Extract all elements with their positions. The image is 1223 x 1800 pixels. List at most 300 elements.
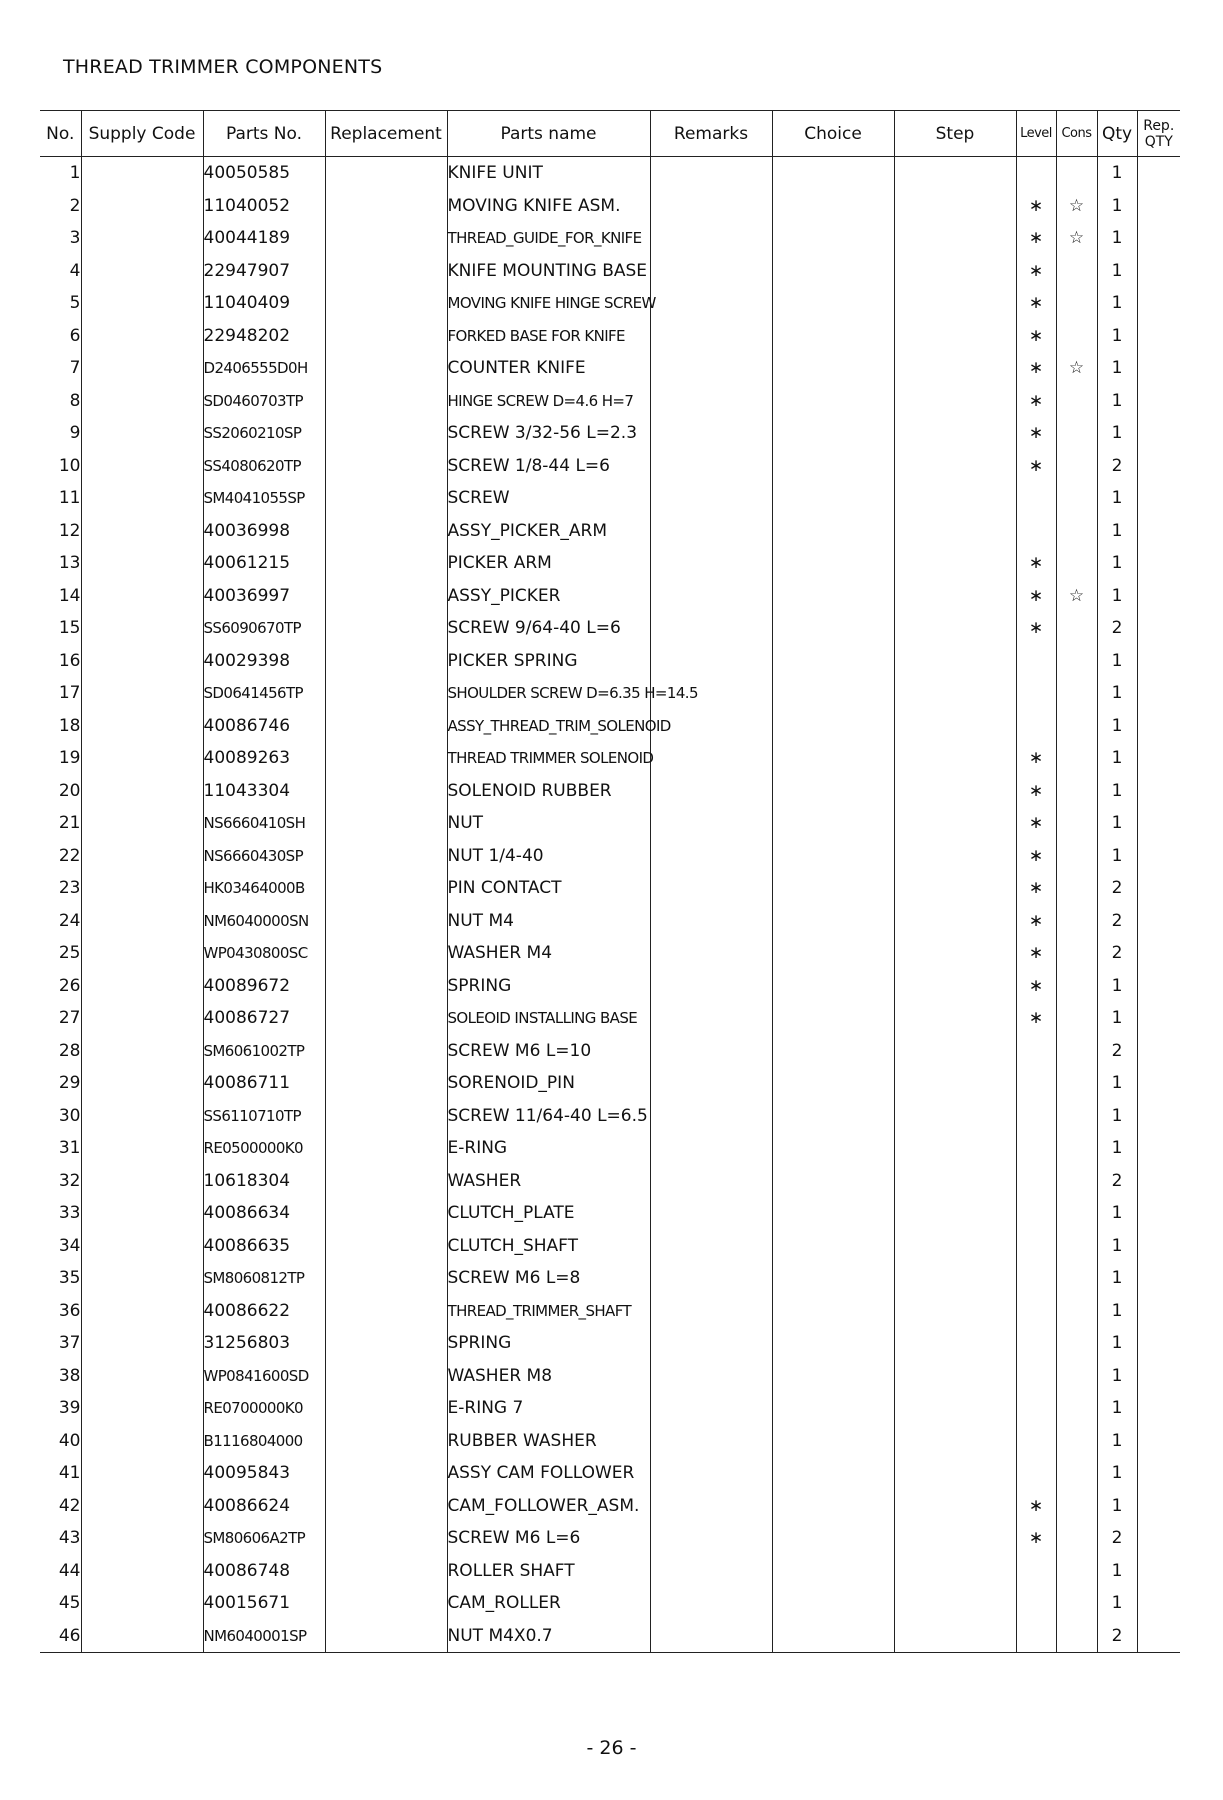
cell-no: 17 xyxy=(40,677,81,710)
cell-step xyxy=(894,417,1016,450)
cell-parts-name: RUBBER WASHER xyxy=(447,1425,650,1458)
cell-parts-no: 31256803 xyxy=(203,1327,325,1360)
table-row xyxy=(40,937,1180,970)
cell-rep-qty xyxy=(1137,580,1180,613)
cell-parts-no: SM6061002TP xyxy=(203,1035,325,1068)
cell-choice xyxy=(772,1490,894,1523)
cell-no: 6 xyxy=(40,320,81,353)
cell-parts-name: WASHER M8 xyxy=(447,1360,650,1393)
cell-supply-code xyxy=(81,1555,203,1588)
table-row xyxy=(40,255,1180,288)
cell-supply-code xyxy=(81,1360,203,1393)
cell-step xyxy=(894,1522,1016,1555)
cell-rep-qty xyxy=(1137,1457,1180,1490)
cell-parts-name: KNIFE MOUNTING BASE xyxy=(447,255,650,288)
cell-qty: 1 xyxy=(1097,157,1137,190)
table-row xyxy=(40,1100,1180,1133)
cell-no: 11 xyxy=(40,482,81,515)
cell-replacement xyxy=(325,1295,447,1328)
table-row xyxy=(40,222,1180,255)
cell-remarks xyxy=(650,1425,772,1458)
cell-choice xyxy=(772,710,894,743)
cell-qty: 1 xyxy=(1097,1230,1137,1263)
cell-choice xyxy=(772,872,894,905)
cell-remarks xyxy=(650,222,772,255)
cell-remarks xyxy=(650,515,772,548)
cell-parts-name: SHOULDER SCREW D=6.35 H=14.5 xyxy=(447,677,650,710)
cell-level xyxy=(1016,1197,1056,1230)
cell-supply-code xyxy=(81,190,203,223)
cell-remarks xyxy=(650,1067,772,1100)
cell-cons xyxy=(1056,1457,1097,1490)
cell-no: 30 xyxy=(40,1100,81,1133)
cell-parts-no: 10618304 xyxy=(203,1165,325,1198)
cell-no: 36 xyxy=(40,1295,81,1328)
cell-choice xyxy=(772,742,894,775)
cell-no: 10 xyxy=(40,450,81,483)
cell-replacement xyxy=(325,1490,447,1523)
cell-no: 38 xyxy=(40,1360,81,1393)
cell-step xyxy=(894,1002,1016,1035)
cell-replacement xyxy=(325,1620,447,1653)
cell-step xyxy=(894,645,1016,678)
cell-no: 2 xyxy=(40,190,81,223)
cell-no: 1 xyxy=(40,157,81,190)
cell-parts-name: SPRING xyxy=(447,970,650,1003)
cell-no: 26 xyxy=(40,970,81,1003)
cell-parts-no: NM6040001SP xyxy=(203,1620,325,1653)
cell-remarks xyxy=(650,612,772,645)
cell-step xyxy=(894,1555,1016,1588)
cell-parts-no: RE0500000K0 xyxy=(203,1132,325,1165)
cell-remarks xyxy=(650,482,772,515)
cell-parts-no: 40086711 xyxy=(203,1067,325,1100)
cell-level xyxy=(1016,1100,1056,1133)
cell-no: 29 xyxy=(40,1067,81,1100)
cell-level xyxy=(1016,157,1056,190)
cell-no: 46 xyxy=(40,1620,81,1653)
cell-level: ∗ xyxy=(1016,417,1056,450)
cell-no: 15 xyxy=(40,612,81,645)
cell-qty: 1 xyxy=(1097,1587,1137,1620)
cell-parts-no: 40044189 xyxy=(203,222,325,255)
cell-parts-no: 40086624 xyxy=(203,1490,325,1523)
cell-no: 18 xyxy=(40,710,81,743)
cell-replacement xyxy=(325,742,447,775)
cell-no: 3 xyxy=(40,222,81,255)
cell-choice xyxy=(772,385,894,418)
cell-step xyxy=(894,320,1016,353)
cell-rep-qty xyxy=(1137,1230,1180,1263)
cell-level: ∗ xyxy=(1016,807,1056,840)
cell-no: 21 xyxy=(40,807,81,840)
cell-parts-no: SM80606A2TP xyxy=(203,1522,325,1555)
cell-parts-no: WP0841600SD xyxy=(203,1360,325,1393)
cell-qty: 1 xyxy=(1097,1392,1137,1425)
cell-no: 31 xyxy=(40,1132,81,1165)
cell-cons xyxy=(1056,1132,1097,1165)
cell-remarks xyxy=(650,1262,772,1295)
cell-rep-qty xyxy=(1137,1165,1180,1198)
cell-supply-code xyxy=(81,840,203,873)
cell-step xyxy=(894,1620,1016,1653)
cell-parts-name: SCREW 3/32-56 L=2.3 xyxy=(447,417,650,450)
cell-cons xyxy=(1056,872,1097,905)
cell-rep-qty xyxy=(1137,222,1180,255)
cell-remarks xyxy=(650,255,772,288)
cell-rep-qty xyxy=(1137,1360,1180,1393)
cell-remarks xyxy=(650,1555,772,1588)
cell-cons xyxy=(1056,157,1097,190)
cell-level: ∗ xyxy=(1016,1490,1056,1523)
cell-choice xyxy=(772,1197,894,1230)
cell-qty: 1 xyxy=(1097,1327,1137,1360)
cell-remarks xyxy=(650,352,772,385)
cell-step xyxy=(894,287,1016,320)
cell-cons xyxy=(1056,1230,1097,1263)
cell-parts-no: SD0641456TP xyxy=(203,677,325,710)
cell-remarks xyxy=(650,1392,772,1425)
cell-step xyxy=(894,1425,1016,1458)
cell-rep-qty xyxy=(1137,677,1180,710)
cell-choice xyxy=(772,287,894,320)
cell-cons xyxy=(1056,1522,1097,1555)
cell-parts-no: SS4080620TP xyxy=(203,450,325,483)
cell-supply-code xyxy=(81,775,203,808)
cell-no: 33 xyxy=(40,1197,81,1230)
cell-choice xyxy=(772,1002,894,1035)
cell-cons xyxy=(1056,1555,1097,1588)
cell-replacement xyxy=(325,287,447,320)
table-row xyxy=(40,1165,1180,1198)
cell-rep-qty xyxy=(1137,287,1180,320)
cell-supply-code xyxy=(81,1067,203,1100)
cell-remarks xyxy=(650,970,772,1003)
cell-remarks xyxy=(650,1165,772,1198)
cell-parts-name: SCREW M6 L=10 xyxy=(447,1035,650,1068)
cell-rep-qty xyxy=(1137,547,1180,580)
cell-cons xyxy=(1056,450,1097,483)
cell-no: 37 xyxy=(40,1327,81,1360)
cell-choice xyxy=(772,255,894,288)
cell-replacement xyxy=(325,1100,447,1133)
cell-qty: 1 xyxy=(1097,742,1137,775)
cell-replacement xyxy=(325,970,447,1003)
table-row xyxy=(40,1132,1180,1165)
cell-replacement xyxy=(325,1262,447,1295)
cell-qty: 1 xyxy=(1097,970,1137,1003)
cell-parts-name: SCREW M6 L=8 xyxy=(447,1262,650,1295)
table-row xyxy=(40,742,1180,775)
page-title: THREAD TRIMMER COMPONENTS xyxy=(63,56,383,78)
cell-step xyxy=(894,482,1016,515)
cell-step xyxy=(894,1360,1016,1393)
cell-choice xyxy=(772,905,894,938)
table-row xyxy=(40,1425,1180,1458)
table-row xyxy=(40,190,1180,223)
cell-choice xyxy=(772,1522,894,1555)
cell-parts-name: CLUTCH_PLATE xyxy=(447,1197,650,1230)
cell-level xyxy=(1016,710,1056,743)
cell-cons xyxy=(1056,775,1097,808)
cell-qty: 1 xyxy=(1097,1425,1137,1458)
cell-step xyxy=(894,970,1016,1003)
cell-cons xyxy=(1056,482,1097,515)
cell-supply-code xyxy=(81,1425,203,1458)
cell-level xyxy=(1016,1035,1056,1068)
cell-rep-qty xyxy=(1137,840,1180,873)
cell-rep-qty xyxy=(1137,937,1180,970)
cell-remarks xyxy=(650,645,772,678)
cell-cons xyxy=(1056,287,1097,320)
cell-replacement xyxy=(325,1360,447,1393)
cell-replacement xyxy=(325,1555,447,1588)
cell-supply-code xyxy=(81,157,203,190)
cell-step xyxy=(894,1457,1016,1490)
cell-rep-qty xyxy=(1137,320,1180,353)
cell-parts-name: PICKER SPRING xyxy=(447,645,650,678)
table-row xyxy=(40,580,1180,613)
cell-replacement xyxy=(325,320,447,353)
cell-rep-qty xyxy=(1137,482,1180,515)
cell-no: 40 xyxy=(40,1425,81,1458)
cell-level: ∗ xyxy=(1016,255,1056,288)
cell-qty: 1 xyxy=(1097,1132,1137,1165)
cell-replacement xyxy=(325,190,447,223)
cell-level xyxy=(1016,1230,1056,1263)
cell-no: 41 xyxy=(40,1457,81,1490)
cell-qty: 2 xyxy=(1097,450,1137,483)
cell-no: 13 xyxy=(40,547,81,580)
cell-supply-code xyxy=(81,1262,203,1295)
cell-step xyxy=(894,677,1016,710)
cell-parts-name: SORENOID_PIN xyxy=(447,1067,650,1100)
cell-cons xyxy=(1056,547,1097,580)
cell-no: 7 xyxy=(40,352,81,385)
cell-supply-code xyxy=(81,612,203,645)
cell-step xyxy=(894,222,1016,255)
cell-choice xyxy=(772,157,894,190)
cell-parts-no: SS6090670TP xyxy=(203,612,325,645)
cell-supply-code xyxy=(81,1620,203,1653)
cell-qty: 1 xyxy=(1097,1002,1137,1035)
cell-replacement xyxy=(325,1067,447,1100)
cell-no: 22 xyxy=(40,840,81,873)
cell-parts-name: E-RING xyxy=(447,1132,650,1165)
cell-rep-qty xyxy=(1137,742,1180,775)
cell-level: ∗ xyxy=(1016,320,1056,353)
cell-parts-no: NM6040000SN xyxy=(203,905,325,938)
cell-qty: 1 xyxy=(1097,1067,1137,1100)
cell-rep-qty xyxy=(1137,807,1180,840)
table-row xyxy=(40,1587,1180,1620)
cell-no: 45 xyxy=(40,1587,81,1620)
cell-choice xyxy=(772,515,894,548)
cell-parts-no: D2406555D0H xyxy=(203,352,325,385)
table-row xyxy=(40,417,1180,450)
cell-replacement xyxy=(325,840,447,873)
cell-parts-name: NUT M4X0.7 xyxy=(447,1620,650,1653)
cell-parts-no: SM8060812TP xyxy=(203,1262,325,1295)
cell-step xyxy=(894,1067,1016,1100)
table-row xyxy=(40,1067,1180,1100)
cell-qty: 2 xyxy=(1097,872,1137,905)
cell-qty: 1 xyxy=(1097,1457,1137,1490)
table-row xyxy=(40,1555,1180,1588)
cell-parts-name: WASHER M4 xyxy=(447,937,650,970)
cell-remarks xyxy=(650,320,772,353)
cell-cons xyxy=(1056,742,1097,775)
cell-replacement xyxy=(325,677,447,710)
cell-level: ∗ xyxy=(1016,612,1056,645)
table-row xyxy=(40,970,1180,1003)
cell-supply-code xyxy=(81,287,203,320)
cell-remarks xyxy=(650,807,772,840)
cell-step xyxy=(894,937,1016,970)
cell-supply-code xyxy=(81,255,203,288)
cell-replacement xyxy=(325,1522,447,1555)
cell-qty: 1 xyxy=(1097,1555,1137,1588)
cell-step xyxy=(894,905,1016,938)
cell-no: 28 xyxy=(40,1035,81,1068)
cell-choice xyxy=(772,417,894,450)
cell-qty: 1 xyxy=(1097,190,1137,223)
cell-replacement xyxy=(325,1165,447,1198)
cell-qty: 1 xyxy=(1097,547,1137,580)
cell-parts-no: B1116804000 xyxy=(203,1425,325,1458)
cell-remarks xyxy=(650,1620,772,1653)
cell-qty: 1 xyxy=(1097,710,1137,743)
table-row xyxy=(40,1230,1180,1263)
cell-rep-qty xyxy=(1137,1262,1180,1295)
cell-parts-no: 40086746 xyxy=(203,710,325,743)
cell-replacement xyxy=(325,417,447,450)
cell-choice xyxy=(772,352,894,385)
cell-step xyxy=(894,872,1016,905)
cell-rep-qty xyxy=(1137,352,1180,385)
cell-choice xyxy=(772,1620,894,1653)
cell-rep-qty xyxy=(1137,1132,1180,1165)
cell-parts-name: SPRING xyxy=(447,1327,650,1360)
cell-choice xyxy=(772,1295,894,1328)
cell-parts-no: 40086634 xyxy=(203,1197,325,1230)
page-number: - 26 - xyxy=(586,1737,637,1759)
cell-step xyxy=(894,840,1016,873)
cell-parts-name: ROLLER SHAFT xyxy=(447,1555,650,1588)
cell-supply-code xyxy=(81,937,203,970)
cell-parts-no: SS2060210SP xyxy=(203,417,325,450)
cell-replacement xyxy=(325,255,447,288)
table-row xyxy=(40,1002,1180,1035)
cell-supply-code xyxy=(81,710,203,743)
cell-remarks xyxy=(650,1327,772,1360)
cell-remarks xyxy=(650,287,772,320)
cell-rep-qty xyxy=(1137,1425,1180,1458)
cell-choice xyxy=(772,1587,894,1620)
cell-parts-no: 40036997 xyxy=(203,580,325,613)
cell-rep-qty xyxy=(1137,905,1180,938)
cell-parts-no: 40086727 xyxy=(203,1002,325,1035)
cell-qty: 1 xyxy=(1097,255,1137,288)
cell-qty: 2 xyxy=(1097,937,1137,970)
cell-cons xyxy=(1056,1165,1097,1198)
cell-qty: 1 xyxy=(1097,1197,1137,1230)
table-row xyxy=(40,1457,1180,1490)
cell-level: ∗ xyxy=(1016,775,1056,808)
cell-remarks xyxy=(650,905,772,938)
cell-qty: 1 xyxy=(1097,515,1137,548)
cell-replacement xyxy=(325,222,447,255)
cell-rep-qty xyxy=(1137,710,1180,743)
cell-choice xyxy=(772,677,894,710)
cell-choice xyxy=(772,970,894,1003)
cell-cons: ☆ xyxy=(1056,352,1097,385)
cell-cons xyxy=(1056,385,1097,418)
table-row xyxy=(40,1620,1180,1653)
cell-no: 24 xyxy=(40,905,81,938)
cell-replacement xyxy=(325,1132,447,1165)
cell-choice xyxy=(772,450,894,483)
table-row xyxy=(40,1197,1180,1230)
cell-no: 43 xyxy=(40,1522,81,1555)
cell-choice xyxy=(772,547,894,580)
cell-replacement xyxy=(325,710,447,743)
cell-parts-name: SCREW 1/8-44 L=6 xyxy=(447,450,650,483)
cell-remarks xyxy=(650,1457,772,1490)
cell-parts-no: SM4041055SP xyxy=(203,482,325,515)
col-header-supply-code: Supply Code xyxy=(81,111,203,157)
cell-step xyxy=(894,255,1016,288)
cell-cons xyxy=(1056,1360,1097,1393)
cell-cons xyxy=(1056,937,1097,970)
cell-qty: 1 xyxy=(1097,775,1137,808)
cell-choice xyxy=(772,840,894,873)
cell-level xyxy=(1016,482,1056,515)
cell-parts-name: NUT 1/4-40 xyxy=(447,840,650,873)
cell-qty: 1 xyxy=(1097,417,1137,450)
cell-cons: ☆ xyxy=(1056,222,1097,255)
cell-parts-name: HINGE SCREW D=4.6 H=7 xyxy=(447,385,650,418)
table-row xyxy=(40,645,1180,678)
cell-qty: 1 xyxy=(1097,1100,1137,1133)
table-row xyxy=(40,807,1180,840)
cell-choice xyxy=(772,645,894,678)
cell-remarks xyxy=(650,580,772,613)
cell-remarks xyxy=(650,775,772,808)
cell-level xyxy=(1016,515,1056,548)
cell-rep-qty xyxy=(1137,157,1180,190)
cell-replacement xyxy=(325,612,447,645)
cell-replacement xyxy=(325,1002,447,1035)
cell-level: ∗ xyxy=(1016,937,1056,970)
cell-level xyxy=(1016,677,1056,710)
cell-supply-code xyxy=(81,645,203,678)
cell-rep-qty xyxy=(1137,417,1180,450)
cell-parts-no: 40086635 xyxy=(203,1230,325,1263)
cell-qty: 1 xyxy=(1097,222,1137,255)
cell-replacement xyxy=(325,1327,447,1360)
cell-parts-no: 22947907 xyxy=(203,255,325,288)
cell-choice xyxy=(772,1165,894,1198)
cell-replacement xyxy=(325,482,447,515)
cell-cons xyxy=(1056,1100,1097,1133)
cell-parts-no: 22948202 xyxy=(203,320,325,353)
cell-level xyxy=(1016,1327,1056,1360)
col-header-qty: Qty xyxy=(1097,111,1137,157)
cell-remarks xyxy=(650,1587,772,1620)
cell-level xyxy=(1016,1392,1056,1425)
cell-cons xyxy=(1056,612,1097,645)
